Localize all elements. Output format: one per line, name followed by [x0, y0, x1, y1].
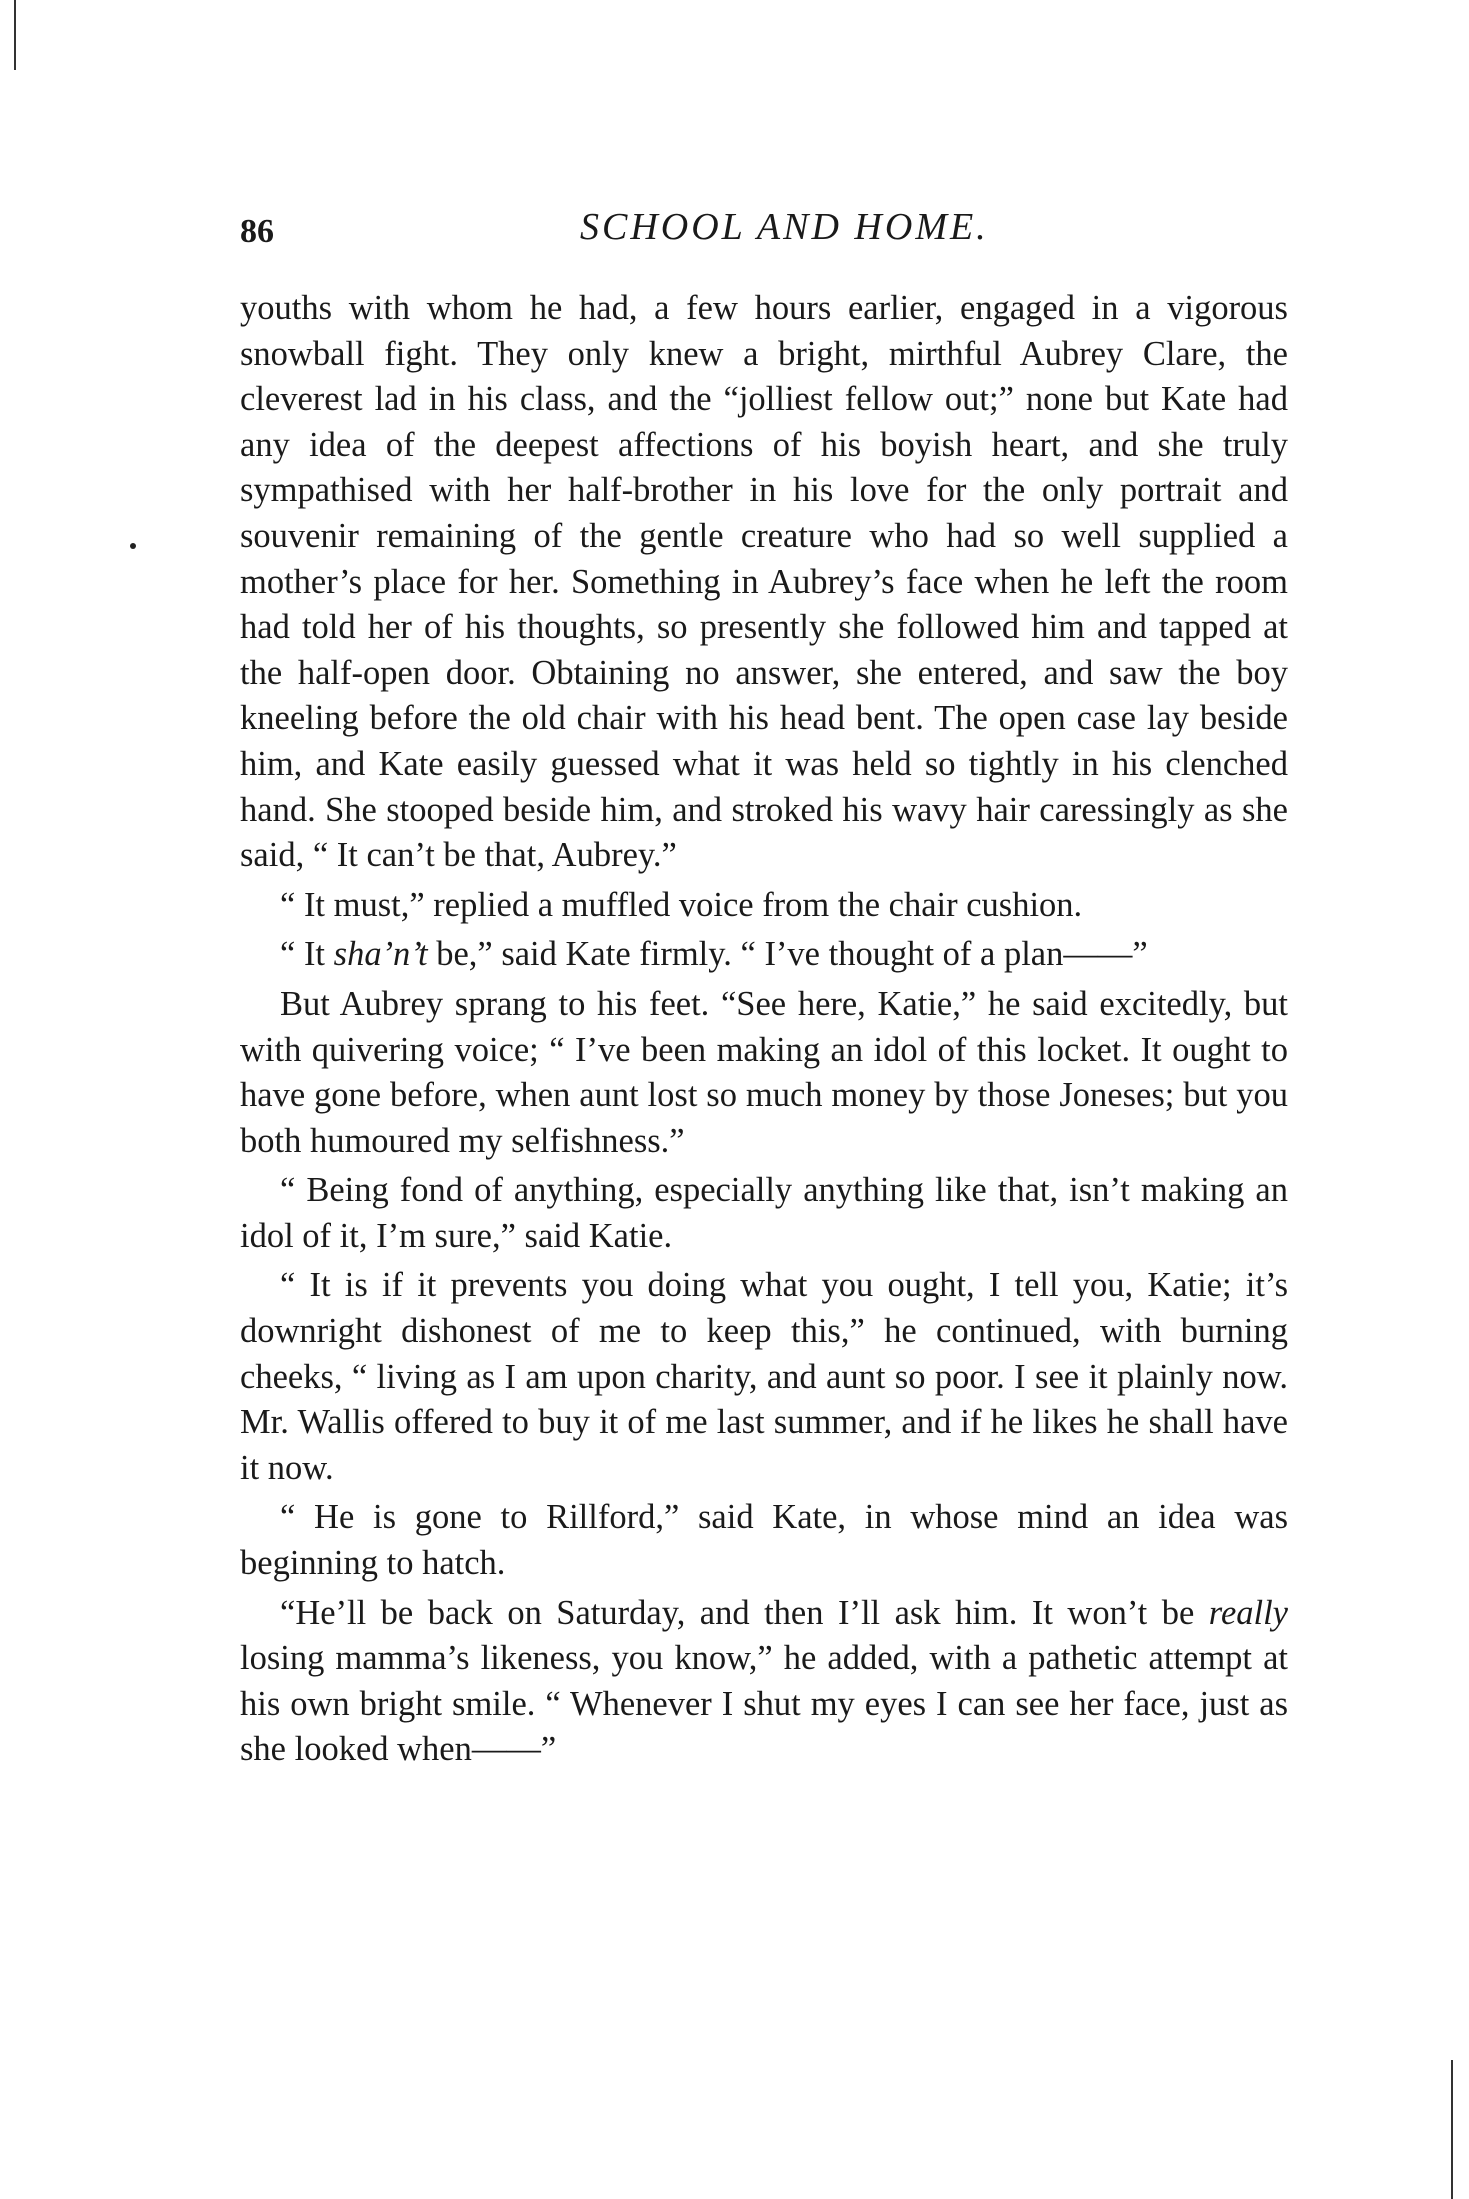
paragraph-2: “ It must,” replied a muffled voice from the chair cushion. — [280, 885, 1083, 924]
paragraph-1: youths with whom he had, a few hours earlier, engaged in a vigorous snowball fight. They only knew a bright, mirthful Aubrey Clare, the cleverest lad in his class, and the “jolliest fellow out;” none but Kate had any idea of the deepest affections of his boyish heart, and she truly sympathised with her half-brother in his love for the only portrait and souvenir remaining of the gentle creature who had so well supplied a mother’s place for her. Something in Aubrey’s face when he left the room had told her of his thoughts, so presently she followed him and tapped at the half-open door. Obtaining no answer, she entered, and saw the boy kneeling before the old chair with his head bent. The open case lay beside him, and Kate easily guessed what it was held so tightly in his clenched hand. She stooped beside him, and stroked his wavy hair caressingly as she said, “ It can’t be that, Aubrey.” — [240, 289, 1288, 875]
body-text — [240, 286, 1288, 1773]
paragraph-8-emphasis: really — [1208, 1593, 1288, 1632]
page-number: 86 — [240, 213, 274, 250]
ink-speck — [130, 543, 136, 549]
paragraph-6: “ It is if it prevents you doing what you ought, I tell you, Katie; it’s downright dishonest of me to keep this,” he continued, with burning cheeks, “ living as I am upon charity, and aunt so poor. I see it plainly now. Mr. Wallis offered to buy it of me last summer, and if he likes he shall have it now. — [240, 1266, 1288, 1487]
paragraph-8-text-b: losing mamma’s likeness, you know,” he added, with a pathetic attempt at his own bright smile. “ Whenever I shut my eyes I can see her face, just as she looked when——” — [240, 1639, 1288, 1769]
paragraph-3-emphasis: sha’n’t — [333, 935, 428, 974]
paragraph-8-text-a: “He’ll be back on Saturday, and then I’ll ask him. It won’t be — [280, 1593, 1209, 1632]
scan-edge-left — [14, 0, 16, 70]
paragraph-3-text-a: “ It — [280, 935, 334, 974]
paragraph-4: But Aubrey sprang to his feet. “See here, Katie,” he said excitedly, but with quivering voice; “ I’ve been making an idol of this locket. It ought to have gone before, when aunt lost so much money by those Joneses; but you both humoured my selfishness.” — [240, 984, 1288, 1160]
paragraph-8 — [240, 1591, 1288, 1773]
paragraph-3-text-b: be,” said Kate firmly. “ I’ve thought of a plan——” — [427, 935, 1148, 974]
scan-edge-right — [1451, 2060, 1453, 2199]
paragraph-3 — [240, 932, 1288, 978]
running-head: SCHOOL AND HOME. — [580, 206, 989, 248]
paragraph-7: “ He is gone to Rillford,” said Kate, in whose mind an idea was beginning to hatch. — [240, 1498, 1288, 1583]
paragraph-5: “ Being fond of anything, especially anything like that, isn’t making an idol of it, I’m sure,” said Katie. — [240, 1171, 1288, 1255]
page-header — [240, 205, 1290, 265]
